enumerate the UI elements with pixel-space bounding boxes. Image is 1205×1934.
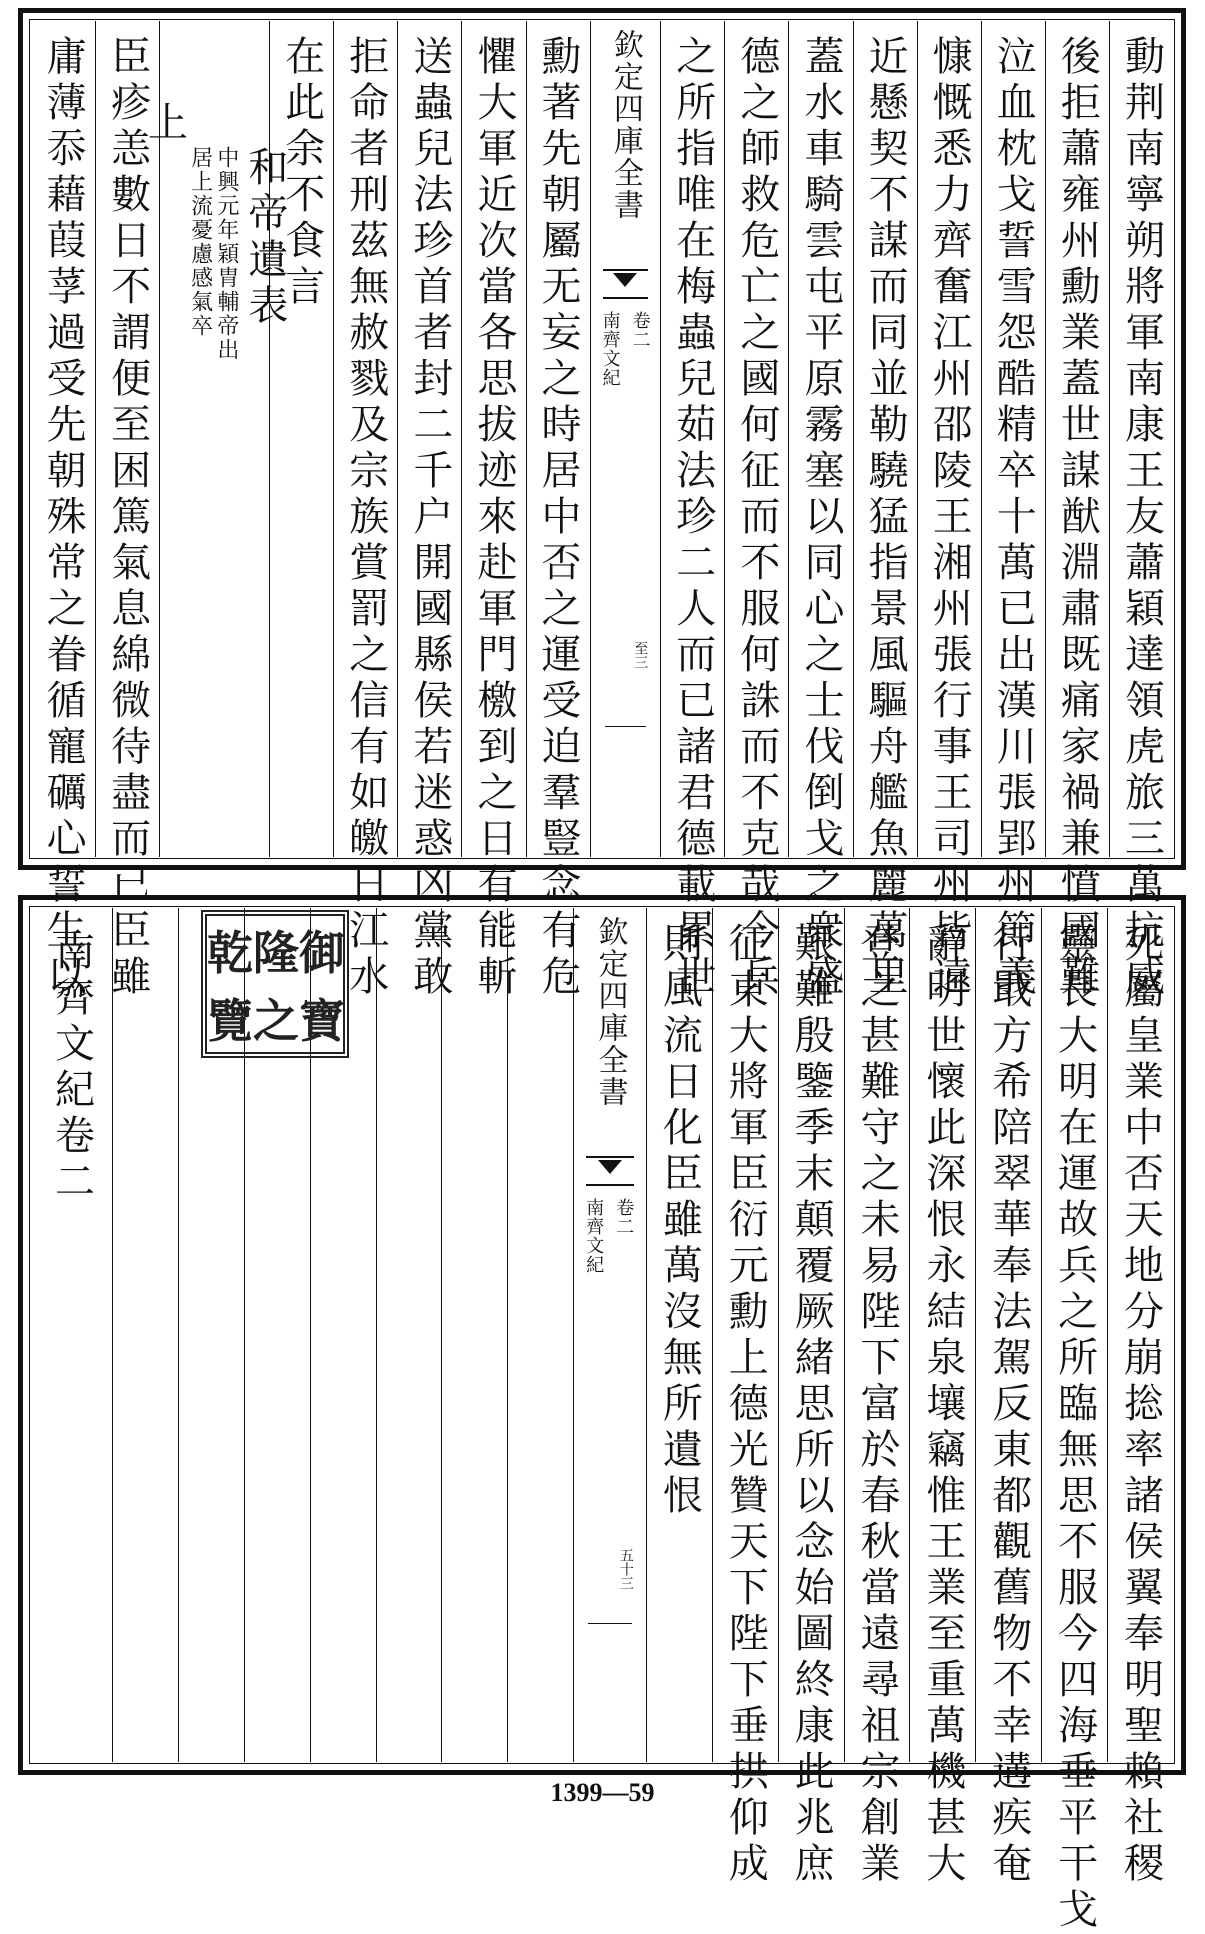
text-column: 勳著先朝屬无妄之時居中否之運受迫羣豎念有危: [526, 21, 590, 857]
spine-page-number: 至三: [632, 641, 649, 669]
text-column: 庸薄忝藉葭莩過受先朝殊常之眷循寵礪心誓生以: [40, 35, 87, 1001]
text-column: 後拒蕭雍州勳業蓋世謀猷淵肅既痛家禍兼憤國難: [1045, 21, 1109, 857]
empty-column: [112, 908, 178, 1762]
fish-tail-icon: [586, 1156, 634, 1186]
spine-divider: [605, 726, 647, 727]
text-column: 死屬皇業中否天地分崩捴率諸侯翼奉明聖賴社稷: [1107, 908, 1173, 1762]
spine-divider: [588, 1623, 632, 1624]
text-column: 登之甚難守之未易陛下富於春秋當遠尋祖宗創業: [844, 908, 910, 1762]
text-column: 靈長大明在運故兵之所臨無思不服今四海垂平干戈: [1041, 908, 1107, 1762]
spine-volume: 卷二: [613, 1198, 635, 1236]
spine-volume: 卷二: [629, 311, 651, 349]
text-column: 在此余不食言: [269, 21, 333, 857]
text-column: 蓋水車騎雲屯平原霧塞以同心之士伐倒戈之衆盛: [788, 21, 852, 857]
text-column: 近懸契不謀而同並勒驍猛指景風驅舟艦魚麗萬里: [853, 21, 917, 857]
end-title-column: [31, 908, 112, 1762]
text-column: 送蟲兒法珍首者封二千户開國縣侯若迷惑凶黨敢: [397, 21, 461, 857]
empty-column: [441, 908, 507, 1762]
text-column: 辭明世懷此深恨永結泉壤竊惟王業至重萬機甚大: [909, 908, 975, 1762]
fish-tail-icon: [603, 269, 649, 299]
spine-book-title: 南齊文紀: [599, 311, 621, 387]
page-spine: [590, 21, 661, 857]
text-column: 則風流日化臣雖萬沒無所遺恨: [646, 908, 712, 1762]
page-spine: [573, 908, 646, 1762]
text-column: 艱難殷鑒季末顛覆厥緒思所以念始圖終康此兆庶: [778, 908, 844, 1762]
text-column: 拒命者刑茲無赦戮及宗族賞罰之信有如皦日江水: [333, 21, 397, 857]
note-heading: 上: [141, 101, 188, 147]
note-column: [141, 21, 288, 857]
note-small-right: 中興元年穎胄輔帝出: [213, 146, 239, 362]
text-column: 懼大軍近次當各思拔迹來赴軍門檄到之日有能斬: [461, 21, 525, 857]
text-column: 德之師救危亡之國何征而不服何誅而不克哉今兵: [724, 21, 788, 857]
text-column: 慷慨悉力齊奮江州邵陵王湘州張行事王司州皆遠: [917, 21, 981, 857]
text-column: 泣血枕戈誓雪怨酷精卒十萬已出漢川張郢州節義: [981, 21, 1045, 857]
empty-column: [376, 908, 442, 1762]
spine-title: 欽定四庫全書: [592, 916, 628, 1108]
text-column: 征東大將軍臣衍元勳上德光贊天下陛下垂拱仰成: [712, 908, 778, 1762]
spine-book-title: 南齊文紀: [583, 1198, 605, 1274]
page-footer-number: 1399—59: [550, 1778, 655, 1807]
imperial-seal: 乾 隆 御 覽 之 寶: [201, 910, 349, 1058]
spine-page-number: 五十三: [617, 1548, 634, 1590]
note-small-left: 居上流憂慮感氣卒: [187, 146, 213, 338]
text-column: 臣疹恙數日不謂便至困篤氣息綿微待盡而已臣雖: [95, 21, 159, 857]
text-column: 動荆南寧朔將軍南康王友蕭穎達領虎旅三萬抗威: [1109, 21, 1173, 857]
text-column: 行戢方希陪翠華奉法駕反東都觀舊物不幸遘疾奄: [975, 908, 1041, 1762]
empty-column: [507, 908, 573, 1762]
spine-title: 欽定四庫全書: [607, 29, 643, 221]
text-column: 之所指唯在梅蟲兒茹法珍二人而已諸君德載累世: [660, 21, 724, 857]
note-title: 和帝遺表: [241, 146, 288, 330]
end-title: 南齊文紀卷二: [48, 930, 95, 1206]
